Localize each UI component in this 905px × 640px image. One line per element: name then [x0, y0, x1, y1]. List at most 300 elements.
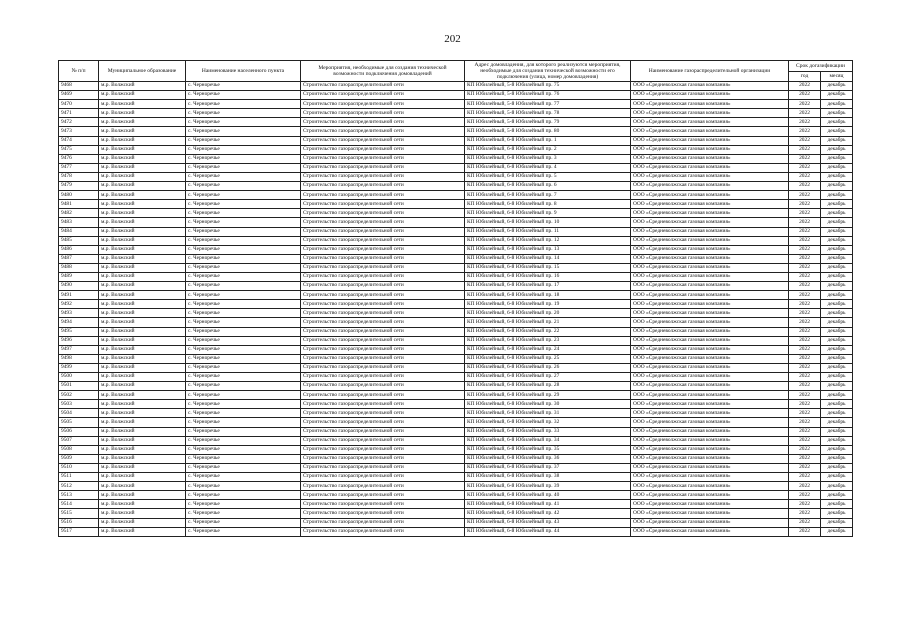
year-cell: 2022 — [789, 154, 821, 163]
table-row — [59, 418, 853, 427]
month-cell: декабрь — [821, 227, 853, 236]
address-cell: КП Юбилейный, 6-й Юбилейный пр. 20 — [465, 309, 631, 318]
header-month: месяц — [821, 72, 853, 82]
year-cell: 2022 — [789, 527, 821, 536]
row-number: 9504 — [59, 409, 99, 418]
settlement-cell: с. Черноречье — [186, 391, 301, 400]
address-cell: КП Юбилейный, 6-й Юбилейный пр. 28 — [465, 382, 631, 391]
operator-cell: ООО «Средневолжская газовая компания» — [631, 336, 789, 345]
year-cell: 2022 — [789, 245, 821, 254]
month-cell: декабрь — [821, 127, 853, 136]
settlement-cell: с. Черноречье — [186, 145, 301, 154]
operator-cell: ООО «Средневолжская газовая компания» — [631, 191, 789, 200]
table-row — [59, 182, 853, 191]
month-cell: декабрь — [821, 272, 853, 281]
measures-cell: Строительство газораспределительной сети — [301, 227, 465, 236]
row-number: 9497 — [59, 345, 99, 354]
municipality-cell: м.р. Волжский — [99, 154, 186, 163]
gasification-schedule-table — [58, 60, 853, 537]
settlement-cell: с. Черноречье — [186, 427, 301, 436]
settlement-cell: с. Черноречье — [186, 473, 301, 482]
month-cell: декабрь — [821, 336, 853, 345]
operator-cell: ООО «Средневолжская газовая компания» — [631, 391, 789, 400]
municipality-cell: м.р. Волжский — [99, 200, 186, 209]
month-cell: декабрь — [821, 82, 853, 91]
address-cell: КП Юбилейный, 6-й Юбилейный пр. 16 — [465, 272, 631, 281]
year-cell: 2022 — [789, 473, 821, 482]
operator-cell: ООО «Средневолжская газовая компания» — [631, 382, 789, 391]
municipality-cell: м.р. Волжский — [99, 245, 186, 254]
operator-cell: ООО «Средневолжская газовая компания» — [631, 145, 789, 154]
row-number: 9473 — [59, 127, 99, 136]
row-number: 9489 — [59, 272, 99, 281]
settlement-cell: с. Черноречье — [186, 182, 301, 191]
settlement-cell: с. Черноречье — [186, 282, 301, 291]
measures-cell: Строительство газораспределительной сети — [301, 463, 465, 472]
municipality-cell: м.р. Волжский — [99, 336, 186, 345]
settlement-cell: с. Черноречье — [186, 100, 301, 109]
address-cell: КП Юбилейный, 6-й Юбилейный пр. 8 — [465, 200, 631, 209]
operator-cell: ООО «Средневолжская газовая компания» — [631, 118, 789, 127]
address-cell: КП Юбилейный, 6-й Юбилейный пр. 22 — [465, 327, 631, 336]
settlement-cell: с. Черноречье — [186, 318, 301, 327]
measures-cell: Строительство газораспределительной сети — [301, 291, 465, 300]
municipality-cell: м.р. Волжский — [99, 127, 186, 136]
table-row — [59, 227, 853, 236]
address-cell: КП Юбилейный, 6-й Юбилейный пр. 38 — [465, 473, 631, 482]
year-cell: 2022 — [789, 236, 821, 245]
operator-cell: ООО «Средневолжская газовая компания» — [631, 445, 789, 454]
settlement-cell: с. Черноречье — [186, 236, 301, 245]
year-cell: 2022 — [789, 318, 821, 327]
row-number: 9478 — [59, 172, 99, 181]
month-cell: декабрь — [821, 163, 853, 172]
table-row — [59, 527, 853, 536]
month-cell: декабрь — [821, 154, 853, 163]
address-cell: КП Юбилейный, 6-й Юбилейный пр. 18 — [465, 291, 631, 300]
settlement-cell: с. Черноречье — [186, 509, 301, 518]
table-row — [59, 463, 853, 472]
operator-cell: ООО «Средневолжская газовая компания» — [631, 363, 789, 372]
measures-cell: Строительство газораспределительной сети — [301, 473, 465, 482]
settlement-cell: с. Черноречье — [186, 309, 301, 318]
measures-cell: Строительство газораспределительной сети — [301, 109, 465, 118]
measures-cell: Строительство газораспределительной сети — [301, 263, 465, 272]
year-cell: 2022 — [789, 100, 821, 109]
row-number: 9512 — [59, 482, 99, 491]
row-number: 9507 — [59, 436, 99, 445]
row-number: 9508 — [59, 445, 99, 454]
table-row — [59, 363, 853, 372]
operator-cell: ООО «Средневолжская газовая компания» — [631, 136, 789, 145]
operator-cell: ООО «Средневолжская газовая компания» — [631, 509, 789, 518]
settlement-cell: с. Черноречье — [186, 136, 301, 145]
operator-cell: ООО «Средневолжская газовая компания» — [631, 318, 789, 327]
row-number: 9499 — [59, 363, 99, 372]
address-cell: КП Юбилейный, 6-й Юбилейный пр. 21 — [465, 318, 631, 327]
operator-cell: ООО «Средневолжская газовая компания» — [631, 473, 789, 482]
settlement-cell: с. Черноречье — [186, 209, 301, 218]
operator-cell: ООО «Средневолжская газовая компания» — [631, 309, 789, 318]
table-row — [59, 136, 853, 145]
month-cell: декабрь — [821, 409, 853, 418]
municipality-cell: м.р. Волжский — [99, 409, 186, 418]
year-cell: 2022 — [789, 91, 821, 100]
year-cell: 2022 — [789, 418, 821, 427]
settlement-cell: с. Черноречье — [186, 272, 301, 281]
measures-cell: Строительство газораспределительной сети — [301, 172, 465, 181]
municipality-cell: м.р. Волжский — [99, 454, 186, 463]
municipality-cell: м.р. Волжский — [99, 354, 186, 363]
header-settlement: Наименование населенного пункта — [186, 61, 301, 82]
address-cell: КП Юбилейный, 6-й Юбилейный пр. 9 — [465, 209, 631, 218]
month-cell: декабрь — [821, 209, 853, 218]
measures-cell: Строительство газораспределительной сети — [301, 363, 465, 372]
row-number: 9498 — [59, 354, 99, 363]
measures-cell: Строительство газораспределительной сети — [301, 282, 465, 291]
month-cell: декабрь — [821, 300, 853, 309]
row-number: 9505 — [59, 418, 99, 427]
address-cell: КП Юбилейный, 6-й Юбилейный пр. 30 — [465, 400, 631, 409]
table-row — [59, 291, 853, 300]
operator-cell: ООО «Средневолжская газовая компания» — [631, 527, 789, 536]
municipality-cell: м.р. Волжский — [99, 163, 186, 172]
address-cell: КП Юбилейный, 6-й Юбилейный пр. 6 — [465, 182, 631, 191]
settlement-cell: с. Черноречье — [186, 91, 301, 100]
operator-cell: ООО «Средневолжская газовая компания» — [631, 109, 789, 118]
year-cell: 2022 — [789, 272, 821, 281]
table-row — [59, 345, 853, 354]
measures-cell: Строительство газораспределительной сети — [301, 436, 465, 445]
address-cell: КП Юбилейный, 6-й Юбилейный пр. 41 — [465, 500, 631, 509]
table-row — [59, 409, 853, 418]
operator-cell: ООО «Средневолжская газовая компания» — [631, 254, 789, 263]
header-term: Срок догазификации — [789, 61, 853, 72]
month-cell: декабрь — [821, 518, 853, 527]
municipality-cell: м.р. Волжский — [99, 300, 186, 309]
year-cell: 2022 — [789, 509, 821, 518]
year-cell: 2022 — [789, 382, 821, 391]
municipality-cell: м.р. Волжский — [99, 427, 186, 436]
row-number: 9490 — [59, 282, 99, 291]
row-number: 9487 — [59, 254, 99, 263]
municipality-cell: м.р. Волжский — [99, 363, 186, 372]
settlement-cell: с. Черноречье — [186, 491, 301, 500]
month-cell: декабрь — [821, 509, 853, 518]
row-number: 9479 — [59, 182, 99, 191]
measures-cell: Строительство газораспределительной сети — [301, 500, 465, 509]
address-cell: КП Юбилейный, 6-й Юбилейный пр. 43 — [465, 518, 631, 527]
settlement-cell: с. Черноречье — [186, 518, 301, 527]
municipality-cell: м.р. Волжский — [99, 436, 186, 445]
operator-cell: ООО «Средневолжская газовая компания» — [631, 272, 789, 281]
address-cell: КП Юбилейный, 6-й Юбилейный пр. 1 — [465, 136, 631, 145]
header-operator: Наименование газораспределительной организации — [631, 61, 789, 82]
table-row — [59, 218, 853, 227]
table-body — [59, 82, 853, 537]
table-row — [59, 272, 853, 281]
settlement-cell: с. Черноречье — [186, 382, 301, 391]
settlement-cell: с. Черноречье — [186, 373, 301, 382]
row-number: 9474 — [59, 136, 99, 145]
settlement-cell: с. Черноречье — [186, 154, 301, 163]
table-row — [59, 100, 853, 109]
municipality-cell: м.р. Волжский — [99, 263, 186, 272]
municipality-cell: м.р. Волжский — [99, 318, 186, 327]
municipality-cell: м.р. Волжский — [99, 254, 186, 263]
month-cell: декабрь — [821, 391, 853, 400]
table-row — [59, 236, 853, 245]
header-year: год — [789, 72, 821, 82]
table-row — [59, 127, 853, 136]
operator-cell: ООО «Средневолжская газовая компания» — [631, 454, 789, 463]
measures-cell: Строительство газораспределительной сети — [301, 163, 465, 172]
month-cell: декабрь — [821, 236, 853, 245]
operator-cell: ООО «Средневолжская газовая компания» — [631, 182, 789, 191]
table-row — [59, 318, 853, 327]
operator-cell: ООО «Средневолжская газовая компания» — [631, 345, 789, 354]
operator-cell: ООО «Средневолжская газовая компания» — [631, 91, 789, 100]
row-number: 9476 — [59, 154, 99, 163]
measures-cell: Строительство газораспределительной сети — [301, 527, 465, 536]
row-number: 9470 — [59, 100, 99, 109]
settlement-cell: с. Черноречье — [186, 463, 301, 472]
month-cell: декабрь — [821, 218, 853, 227]
year-cell: 2022 — [789, 282, 821, 291]
measures-cell: Строительство газораспределительной сети — [301, 145, 465, 154]
operator-cell: ООО «Средневолжская газовая компания» — [631, 463, 789, 472]
municipality-cell: м.р. Волжский — [99, 445, 186, 454]
address-cell: КП Юбилейный, 6-й Юбилейный пр. 13 — [465, 245, 631, 254]
operator-cell: ООО «Средневолжская газовая компания» — [631, 82, 789, 91]
measures-cell: Строительство газораспределительной сети — [301, 427, 465, 436]
row-number: 9513 — [59, 491, 99, 500]
measures-cell: Строительство газораспределительной сети — [301, 309, 465, 318]
settlement-cell: с. Черноречье — [186, 354, 301, 363]
month-cell: декабрь — [821, 254, 853, 263]
month-cell: декабрь — [821, 100, 853, 109]
row-number: 9496 — [59, 336, 99, 345]
table-row — [59, 109, 853, 118]
row-number: 9484 — [59, 227, 99, 236]
year-cell: 2022 — [789, 191, 821, 200]
year-cell: 2022 — [789, 227, 821, 236]
table-row — [59, 91, 853, 100]
measures-cell: Строительство газораспределительной сети — [301, 136, 465, 145]
municipality-cell: м.р. Волжский — [99, 345, 186, 354]
municipality-cell: м.р. Волжский — [99, 382, 186, 391]
municipality-cell: м.р. Волжский — [99, 500, 186, 509]
year-cell: 2022 — [789, 363, 821, 372]
row-number: 9480 — [59, 191, 99, 200]
municipality-cell: м.р. Волжский — [99, 136, 186, 145]
operator-cell: ООО «Средневолжская газовая компания» — [631, 227, 789, 236]
table-row — [59, 254, 853, 263]
municipality-cell: м.р. Волжский — [99, 527, 186, 536]
row-number: 9503 — [59, 400, 99, 409]
municipality-cell: м.р. Волжский — [99, 118, 186, 127]
page-number: 202 — [444, 33, 461, 45]
operator-cell: ООО «Средневолжская газовая компания» — [631, 263, 789, 272]
operator-cell: ООО «Средневолжская газовая компания» — [631, 100, 789, 109]
month-cell: декабрь — [821, 327, 853, 336]
measures-cell: Строительство газораспределительной сети — [301, 218, 465, 227]
address-cell: КП Юбилейный, 6-й Юбилейный пр. 5 — [465, 172, 631, 181]
settlement-cell: с. Черноречье — [186, 191, 301, 200]
row-number: 9500 — [59, 373, 99, 382]
measures-cell: Строительство газораспределительной сети — [301, 373, 465, 382]
table-row — [59, 309, 853, 318]
table-row — [59, 245, 853, 254]
municipality-cell: м.р. Волжский — [99, 227, 186, 236]
year-cell: 2022 — [789, 200, 821, 209]
municipality-cell: м.р. Волжский — [99, 109, 186, 118]
municipality-cell: м.р. Волжский — [99, 463, 186, 472]
table-row — [59, 500, 853, 509]
address-cell: КП Юбилейный, 5-й Юбилейный пр. 78 — [465, 109, 631, 118]
operator-cell: ООО «Средневолжская газовая компания» — [631, 409, 789, 418]
year-cell: 2022 — [789, 254, 821, 263]
address-cell: КП Юбилейный, 5-й Юбилейный пр. 77 — [465, 100, 631, 109]
operator-cell: ООО «Средневолжская газовая компания» — [631, 400, 789, 409]
month-cell: декабрь — [821, 182, 853, 191]
year-cell: 2022 — [789, 182, 821, 191]
row-number: 9468 — [59, 82, 99, 91]
settlement-cell: с. Черноречье — [186, 300, 301, 309]
table-row — [59, 209, 853, 218]
settlement-cell: с. Черноречье — [186, 409, 301, 418]
address-cell: КП Юбилейный, 6-й Юбилейный пр. 40 — [465, 491, 631, 500]
settlement-cell: с. Черноречье — [186, 118, 301, 127]
year-cell: 2022 — [789, 518, 821, 527]
month-cell: декабрь — [821, 500, 853, 509]
measures-cell: Строительство газораспределительной сети — [301, 509, 465, 518]
measures-cell: Строительство газораспределительной сети — [301, 354, 465, 363]
settlement-cell: с. Черноречье — [186, 263, 301, 272]
municipality-cell: м.р. Волжский — [99, 82, 186, 91]
month-cell: декабрь — [821, 318, 853, 327]
year-cell: 2022 — [789, 209, 821, 218]
measures-cell: Строительство газораспределительной сети — [301, 272, 465, 281]
row-number: 9471 — [59, 109, 99, 118]
row-number: 9494 — [59, 318, 99, 327]
row-number: 9486 — [59, 245, 99, 254]
table-row — [59, 172, 853, 181]
settlement-cell: с. Черноречье — [186, 327, 301, 336]
municipality-cell: м.р. Волжский — [99, 473, 186, 482]
municipality-cell: м.р. Волжский — [99, 182, 186, 191]
measures-cell: Строительство газораспределительной сети — [301, 154, 465, 163]
settlement-cell: с. Черноречье — [186, 163, 301, 172]
table-row — [59, 82, 853, 91]
month-cell: декабрь — [821, 491, 853, 500]
month-cell: декабрь — [821, 200, 853, 209]
row-number: 9495 — [59, 327, 99, 336]
month-cell: декабрь — [821, 463, 853, 472]
year-cell: 2022 — [789, 218, 821, 227]
measures-cell: Строительство газораспределительной сети — [301, 418, 465, 427]
row-number: 9492 — [59, 300, 99, 309]
operator-cell: ООО «Средневолжская газовая компания» — [631, 127, 789, 136]
address-cell: КП Юбилейный, 6-й Юбилейный пр. 3 — [465, 154, 631, 163]
row-number: 9491 — [59, 291, 99, 300]
operator-cell: ООО «Средневолжская газовая компания» — [631, 209, 789, 218]
operator-cell: ООО «Средневолжская газовая компания» — [631, 482, 789, 491]
address-cell: КП Юбилейный, 6-й Юбилейный пр. 31 — [465, 409, 631, 418]
operator-cell: ООО «Средневолжская газовая компания» — [631, 354, 789, 363]
measures-cell: Строительство газораспределительной сети — [301, 518, 465, 527]
table-row — [59, 473, 853, 482]
operator-cell: ООО «Средневолжская газовая компания» — [631, 200, 789, 209]
address-cell: КП Юбилейный, 6-й Юбилейный пр. 24 — [465, 345, 631, 354]
measures-cell: Строительство газораспределительной сети — [301, 491, 465, 500]
settlement-cell: с. Черноречье — [186, 400, 301, 409]
year-cell: 2022 — [789, 300, 821, 309]
municipality-cell: м.р. Волжский — [99, 391, 186, 400]
row-number: 9506 — [59, 427, 99, 436]
municipality-cell: м.р. Волжский — [99, 172, 186, 181]
settlement-cell: с. Черноречье — [186, 218, 301, 227]
address-cell: КП Юбилейный, 6-й Юбилейный пр. 34 — [465, 436, 631, 445]
address-cell: КП Юбилейный, 6-й Юбилейный пр. 10 — [465, 218, 631, 227]
row-number: 9501 — [59, 382, 99, 391]
measures-cell: Строительство газораспределительной сети — [301, 200, 465, 209]
municipality-cell: м.р. Волжский — [99, 291, 186, 300]
address-cell: КП Юбилейный, 6-й Юбилейный пр. 12 — [465, 236, 631, 245]
municipality-cell: м.р. Волжский — [99, 400, 186, 409]
measures-cell: Строительство газораспределительной сети — [301, 327, 465, 336]
table-row — [59, 154, 853, 163]
address-cell: КП Юбилейный, 5-й Юбилейный пр. 75 — [465, 82, 631, 91]
municipality-cell: м.р. Волжский — [99, 373, 186, 382]
address-cell: КП Юбилейный, 6-й Юбилейный пр. 32 — [465, 418, 631, 427]
measures-cell: Строительство газораспределительной сети — [301, 345, 465, 354]
table-row — [59, 118, 853, 127]
settlement-cell: с. Черноречье — [186, 418, 301, 427]
table-row — [59, 191, 853, 200]
settlement-cell: с. Черноречье — [186, 227, 301, 236]
month-cell: декабрь — [821, 363, 853, 372]
address-cell: КП Юбилейный, 6-й Юбилейный пр. 27 — [465, 373, 631, 382]
settlement-cell: с. Черноречье — [186, 527, 301, 536]
year-cell: 2022 — [789, 409, 821, 418]
measures-cell: Строительство газораспределительной сети — [301, 127, 465, 136]
month-cell: декабрь — [821, 427, 853, 436]
operator-cell: ООО «Средневолжская газовая компания» — [631, 245, 789, 254]
municipality-cell: м.р. Волжский — [99, 491, 186, 500]
municipality-cell: м.р. Волжский — [99, 418, 186, 427]
table-row — [59, 382, 853, 391]
year-cell: 2022 — [789, 163, 821, 172]
table-row — [59, 163, 853, 172]
measures-cell: Строительство газораспределительной сети — [301, 400, 465, 409]
table-row — [59, 200, 853, 209]
address-cell: КП Юбилейный, 6-й Юбилейный пр. 11 — [465, 227, 631, 236]
settlement-cell: с. Черноречье — [186, 109, 301, 118]
year-cell: 2022 — [789, 291, 821, 300]
year-cell: 2022 — [789, 445, 821, 454]
address-cell: КП Юбилейный, 5-й Юбилейный пр. 80 — [465, 127, 631, 136]
settlement-cell: с. Черноречье — [186, 82, 301, 91]
measures-cell: Строительство газораспределительной сети — [301, 391, 465, 400]
operator-cell: ООО «Средневолжская газовая компания» — [631, 427, 789, 436]
table-row — [59, 145, 853, 154]
year-cell: 2022 — [789, 345, 821, 354]
row-number: 9502 — [59, 391, 99, 400]
month-cell: декабрь — [821, 436, 853, 445]
row-number: 9493 — [59, 309, 99, 318]
year-cell: 2022 — [789, 373, 821, 382]
